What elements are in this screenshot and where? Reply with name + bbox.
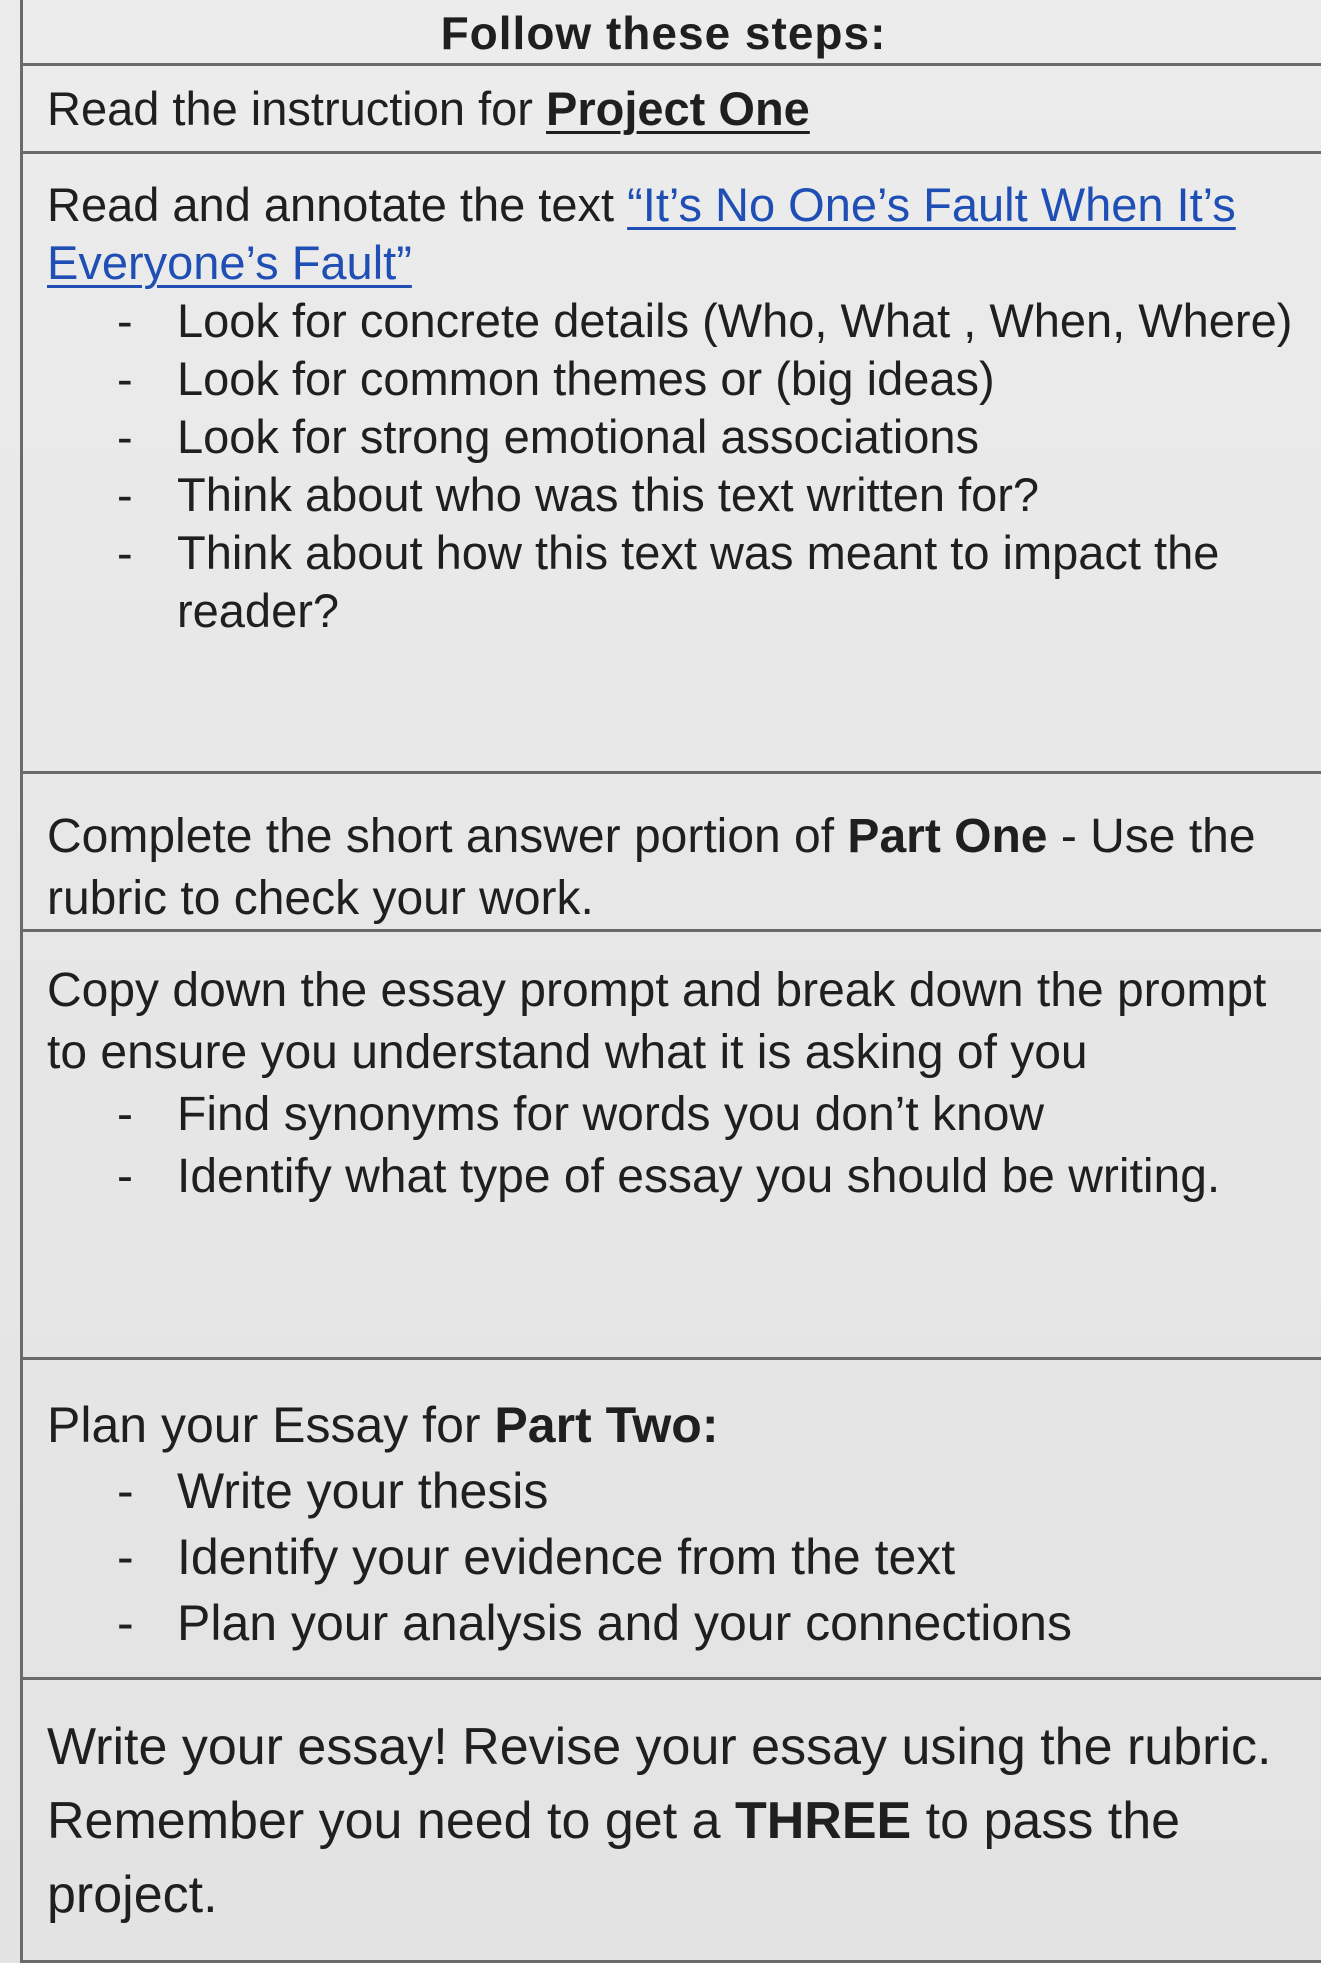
step-1-text: Read the instruction for Project One xyxy=(47,82,810,135)
bullet-dash: - xyxy=(117,1088,133,1141)
list-item: - Look for common themes or (big ideas) xyxy=(117,350,1304,408)
step-4-text: Copy down the essay prompt and break down the prompt to ensure you understand what it is asking of you xyxy=(47,964,1267,1079)
list-item: - Think about who was this text written for? xyxy=(117,466,1304,524)
step-5-bullet-list xyxy=(47,1458,1304,1656)
list-item: - Identify your evidence from the text xyxy=(117,1524,1304,1590)
list-item: - Identify what type of essay you should be writing. xyxy=(117,1146,1304,1208)
step-row-4 xyxy=(23,932,1321,1360)
step-row-5 xyxy=(23,1360,1321,1680)
step-row-2 xyxy=(23,154,1321,774)
step-2-text: Read and annotate the text “It’s No One’s Fault When It’s Everyone’s Fault” xyxy=(47,178,1236,289)
project-one-link[interactable]: Project One xyxy=(546,82,810,135)
step-5-text: Plan your Essay for Part Two: xyxy=(47,1397,719,1453)
list-item: - Look for concrete details (Who, What , When, Where) xyxy=(117,292,1304,350)
list-item: - Look for strong emotional associations xyxy=(117,408,1304,466)
list-item: - Think about how this text was meant to impact the reader? xyxy=(117,526,1220,637)
steps-table xyxy=(20,0,1321,1963)
step-4-bullet-list xyxy=(47,1084,1304,1208)
list-item: - Write your thesis xyxy=(117,1458,1304,1524)
bullet-dash: - xyxy=(117,1150,133,1203)
step-2-bullet-list xyxy=(47,292,1304,640)
step-3-text: Complete the short answer portion of Part One - Use the rubric to check your work. xyxy=(47,810,1256,925)
bullet-dash: - xyxy=(117,526,133,579)
step-row-1 xyxy=(23,66,1321,154)
list-item: - Plan your analysis and your connections xyxy=(117,1590,1304,1656)
bullet-dash: - xyxy=(117,1595,134,1651)
step-row-3 xyxy=(23,774,1321,932)
step-row-6 xyxy=(23,1680,1321,1963)
step-6-text: Write your essay! Revise your essay using the rubric. Remember you need to get a THREE to pass the project. xyxy=(47,1718,1272,1924)
list-item: - Find synonyms for words you don’t know xyxy=(117,1084,1304,1146)
header-title: Follow these steps: xyxy=(440,7,887,59)
bullet-dash: - xyxy=(117,294,133,347)
article-link[interactable]: “It’s No One’s Fault When It’s Everyone’s Fault” xyxy=(47,178,1236,289)
bullet-dash: - xyxy=(117,1529,134,1585)
bullet-dash: - xyxy=(117,1463,134,1519)
table-header xyxy=(23,0,1321,66)
bullet-dash: - xyxy=(117,352,133,405)
bullet-dash: - xyxy=(117,468,133,521)
bullet-dash: - xyxy=(117,410,133,463)
